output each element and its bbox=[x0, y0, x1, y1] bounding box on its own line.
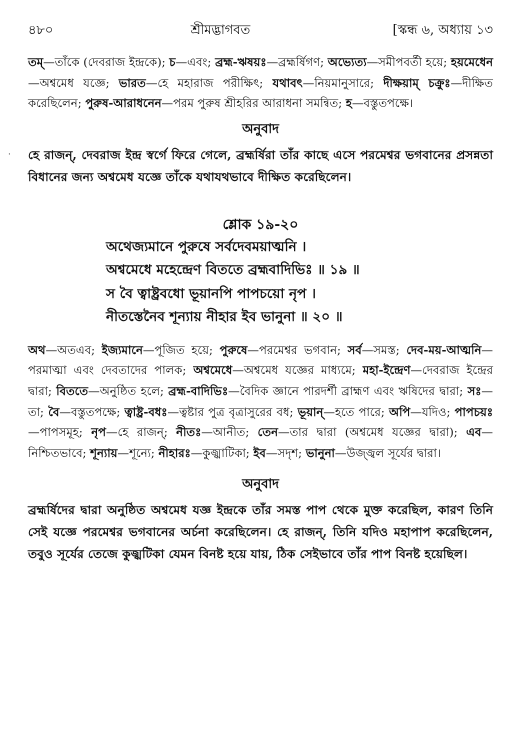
term-meaning: —দীক্ষিত করেছিলেন; bbox=[28, 75, 493, 111]
verse-text bbox=[28, 236, 493, 330]
sanskrit-term: তম্ bbox=[28, 55, 44, 69]
term-meaning: —বৈদিক জ্ঞানে পারদর্শী ব্রাহ্মণ এবং ঋষিদের দ্বারা; bbox=[228, 383, 468, 398]
term-meaning: —অতএব; bbox=[45, 342, 102, 357]
sanskrit-term: ইব bbox=[253, 445, 266, 460]
sanskrit-term: ব্রহ্ম-বাদিভিঃ bbox=[168, 383, 229, 398]
sanskrit-term: ভানুনা bbox=[305, 445, 335, 460]
sanskrit-term: এব bbox=[466, 425, 482, 440]
term-meaning: —কুজ্ঝাটিকা; bbox=[190, 445, 254, 460]
term-meaning: —অনুষ্ঠিত হলে; bbox=[88, 383, 169, 398]
term-meaning: —দেবরাজ ইন্দ্রের দ্বারা; bbox=[28, 363, 493, 398]
verse-line: স বৈ ত্বাষ্ট্রবধো ভূয়ানপি পাপচয়ো নৃপ । bbox=[106, 285, 316, 302]
book-title: শ্রীমদ্ভাগবত bbox=[190, 23, 251, 38]
term-meaning: —যদিও; bbox=[410, 404, 455, 419]
sanskrit-term: বৈ bbox=[48, 404, 60, 419]
sanskrit-term: সর্ব bbox=[347, 342, 362, 357]
term-meaning: —নিশ্চিতভাবে; bbox=[28, 425, 493, 460]
term-meaning: —তাঁকে (দেবরাজ ইন্দ্রকে); bbox=[43, 55, 170, 69]
sanskrit-term: সঃ bbox=[467, 383, 482, 398]
term-meaning: —আনীত; bbox=[201, 425, 258, 440]
term-meaning: —নিয়মানুসারে; bbox=[302, 75, 384, 90]
term-meaning: —সমীপবর্তী হয়ে; bbox=[366, 55, 451, 69]
verse-line: অথেজ্যমানে পুরুষে সর্বদেবময়াত্মনি । bbox=[106, 238, 307, 255]
sanskrit-term: দীক্ষয়াম্ চক্রুঃ bbox=[383, 75, 451, 90]
sanskrit-term: অশ্বমেধে bbox=[193, 363, 233, 378]
sanskrit-term: নীতঃ bbox=[176, 425, 202, 440]
page-number: ৪৮০ bbox=[28, 23, 54, 38]
term-meaning: —অশ্বমেধ যজ্ঞে; bbox=[28, 75, 119, 90]
term-meaning: —সমস্ত; bbox=[361, 342, 407, 357]
sanskrit-term: অভ্যেত্য bbox=[327, 55, 367, 69]
synonyms-verse bbox=[28, 340, 493, 464]
term-meaning: —তা; bbox=[28, 383, 493, 419]
sanskrit-term: অপি bbox=[389, 404, 411, 419]
sanskrit-term: অথ bbox=[28, 342, 46, 357]
sanskrit-term: নৃপ bbox=[91, 425, 107, 440]
sanskrit-term: বিততে bbox=[56, 383, 89, 398]
page-header bbox=[28, 22, 493, 40]
term-meaning: —অশ্বমেধ যজ্ঞের মাধ্যমে; bbox=[232, 363, 363, 378]
verse-title: শ্লোক ১৯-২০ bbox=[222, 216, 299, 233]
sanskrit-term: ইজ্যমানে bbox=[101, 342, 143, 357]
term-meaning: —হে মহারাজ পরীক্ষিৎ; bbox=[145, 75, 273, 90]
translation-1: হে রাজন্, দেবরাজ ইন্দ্র স্বর্গে ফিরে গেলে, ব্রহ্মর্ষিরা তাঁর কাছে এসে পরমেশ্বর ভগবানের প্রসন্নতা বিধানের জন্য অশ্বমেধ যজ্ঞে তাঁকে যথাযথভাবে দীক্ষিত করেছিলেন। bbox=[28, 147, 493, 184]
sanskrit-term: ভারত bbox=[118, 75, 146, 90]
verse-line: অশ্বমেধে মহেন্দ্রেণ বিততে ব্রহ্মবাদিভিঃ ॥ ১৯ ॥ bbox=[106, 262, 360, 279]
sanskrit-term: পাপচয়ঃ bbox=[454, 404, 493, 419]
verse-line: নীতস্তেনৈব শূন্যায় নীহার ইব ভানুনা ॥ ২০ ॥ bbox=[106, 309, 343, 326]
sanskrit-term: দেব-ময়-আত্মনি bbox=[406, 342, 482, 357]
term-meaning: —পাপসমূহ; bbox=[28, 425, 92, 440]
sanskrit-term: চ bbox=[169, 55, 176, 69]
margin-mark: · bbox=[8, 150, 11, 160]
sanskrit-term: হয়মেধেন bbox=[450, 55, 493, 69]
sanskrit-term: ত্বাষ্ট্র-বধঃ bbox=[124, 404, 168, 419]
term-meaning: —শূন্যে; bbox=[117, 445, 159, 460]
term-meaning: —পরমাত্মা এবং দেবতাদের পালক; bbox=[28, 342, 493, 378]
sanskrit-term: তেন bbox=[257, 425, 278, 440]
section-reference: [স্কন্ধ ৬, অধ্যায় ১৩ bbox=[392, 23, 493, 38]
translation-2: ব্রহ্মর্ষিদের দ্বারা অনুষ্ঠিত অশ্বমেধ যজ্ঞ ইন্দ্রকে তাঁর সমস্ত পাপ থেকে মুক্ত করেছিল, কারণ তিনি সেই যজ্ঞে পরমেশ্বর ভগবানের অর্চনা করেছিলেন। হে রাজন্, তিনি যদিও মহাপাপ করেছিলেন, তবুও সূর্যের তেজে কুজ্ঝটিকা যেমন বিনষ্ট হয়ে যায়, ঠিক সেইভাবে তাঁর পাপ বিনষ্ট হয়েছিল। bbox=[28, 503, 493, 562]
term-meaning: —পূজিত হয়ে; bbox=[142, 342, 220, 357]
term-meaning: —হতে পারে; bbox=[323, 404, 390, 419]
term-meaning: —বস্তুতপক্ষে। bbox=[351, 96, 414, 111]
synonyms-top bbox=[28, 52, 493, 114]
term-meaning: —ব্রহ্মর্ষিগণ; bbox=[266, 55, 328, 69]
term-meaning: —পরমেশ্বর ভগবান; bbox=[247, 342, 348, 357]
sanskrit-term: নীহারঃ bbox=[158, 445, 191, 460]
sanskrit-term: পুরুষে bbox=[219, 342, 248, 357]
term-meaning: —বস্তুতপক্ষে; bbox=[59, 404, 125, 419]
translation-heading-1: অনুবাদ bbox=[242, 121, 279, 137]
term-meaning: —তার দ্বারা (অশ্বমেধ যজ্ঞের দ্বারা); bbox=[278, 425, 467, 440]
sanskrit-term: যথাবৎ bbox=[272, 75, 303, 90]
sanskrit-term: ব্রহ্ম-ঋষয়ঃ bbox=[215, 55, 267, 69]
sanskrit-term: পুরুষ-আরাধনেন bbox=[85, 96, 162, 111]
term-meaning: —পরম পুরুষ শ্রীহরির আরাধনা সমন্বিত; bbox=[161, 96, 346, 111]
term-meaning: —হে রাজন্; bbox=[106, 425, 177, 440]
sanskrit-term: মহা-ইন্দ্রেণ bbox=[362, 363, 411, 378]
sanskrit-term: ভূয়ান্ bbox=[297, 404, 324, 419]
translation-heading-2: অনুবাদ bbox=[242, 477, 279, 493]
sanskrit-term: শূন্যায় bbox=[90, 445, 118, 460]
sanskrit-term: হ bbox=[345, 96, 352, 111]
term-meaning: —উজ্জ্বল সূর্যের দ্বারা। bbox=[334, 445, 442, 460]
term-meaning: —সদৃশ; bbox=[265, 445, 306, 460]
term-meaning: —ত্বষ্টার পুত্র বৃত্রাসুরের বধ; bbox=[167, 404, 298, 419]
term-meaning: —এবং; bbox=[175, 55, 216, 69]
